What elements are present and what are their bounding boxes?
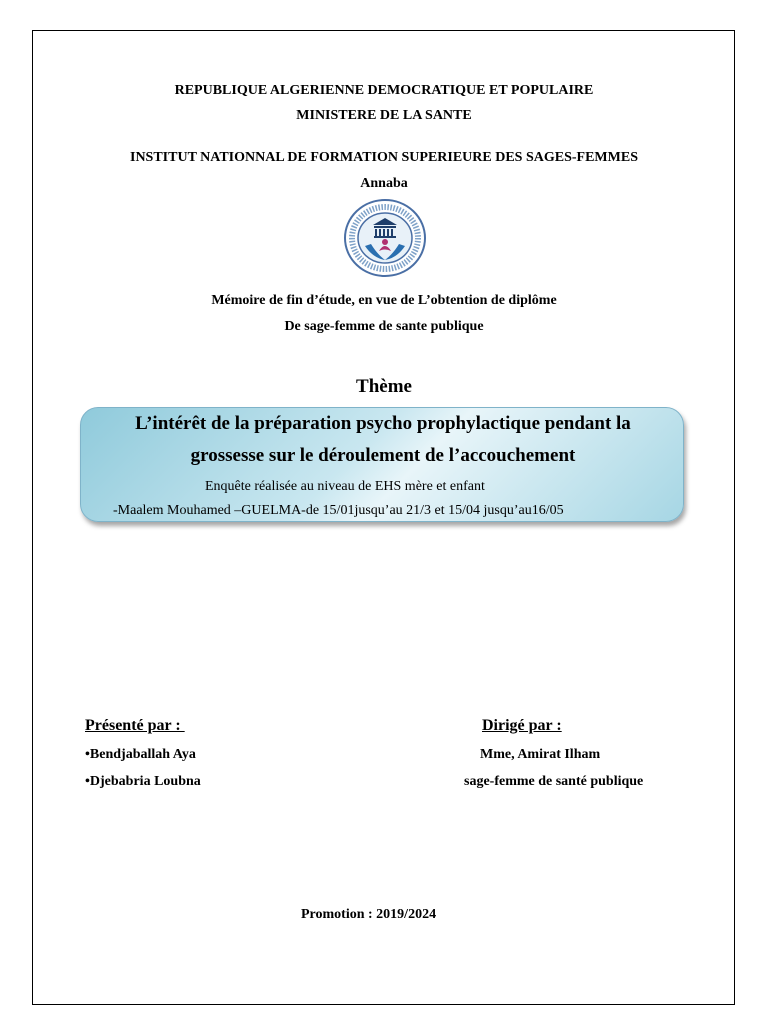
presented-by-heading: Présenté par : bbox=[85, 717, 185, 734]
memoir-line-2: De sage-femme de sante publique bbox=[284, 319, 484, 334]
survey-line-1: Enquête réalisée au niveau de EHS mère et enfant bbox=[205, 479, 485, 494]
institute-emblem-icon bbox=[343, 198, 427, 278]
republic-line: REPUBLIQUE ALGERIENNE DEMOCRATIQUE ET POPULAIRE bbox=[174, 83, 594, 98]
theme-title-line-2: grossesse sur le déroulement de l’accouchement bbox=[190, 445, 576, 466]
survey-line-2: -Maalem Mouhamed –GUELMA-de 15/01jusqu’au 21/3 et 15/04 jusqu’au16/05 bbox=[113, 503, 564, 518]
institute-line: INSTITUT NATIONNAL DE FORMATION SUPERIEURE DES SAGES-FEMMES bbox=[130, 150, 638, 165]
supervisor-name: Mme, Amirat Ilham bbox=[480, 747, 601, 762]
ministry-line: MINISTERE DE LA SANTE bbox=[296, 108, 472, 123]
theme-title-line-1: L’intérêt de la préparation psycho prophylactique pendant la bbox=[135, 413, 631, 434]
student-name: •Djebabria Loubna bbox=[85, 774, 201, 789]
student-name: •Bendjaballah Aya bbox=[85, 747, 196, 762]
supervisor-title: sage-femme de santé publique bbox=[464, 774, 644, 789]
memoir-line-1: Mémoire de fin d’étude, en vue de L’obtention de diplôme bbox=[211, 293, 557, 308]
theme-heading: Thème bbox=[356, 376, 412, 397]
city-line: Annaba bbox=[360, 176, 408, 191]
promotion-line: Promotion : 2019/2024 bbox=[301, 907, 437, 922]
directed-by-heading: Dirigé par : bbox=[482, 717, 562, 734]
theme-box bbox=[80, 407, 684, 522]
